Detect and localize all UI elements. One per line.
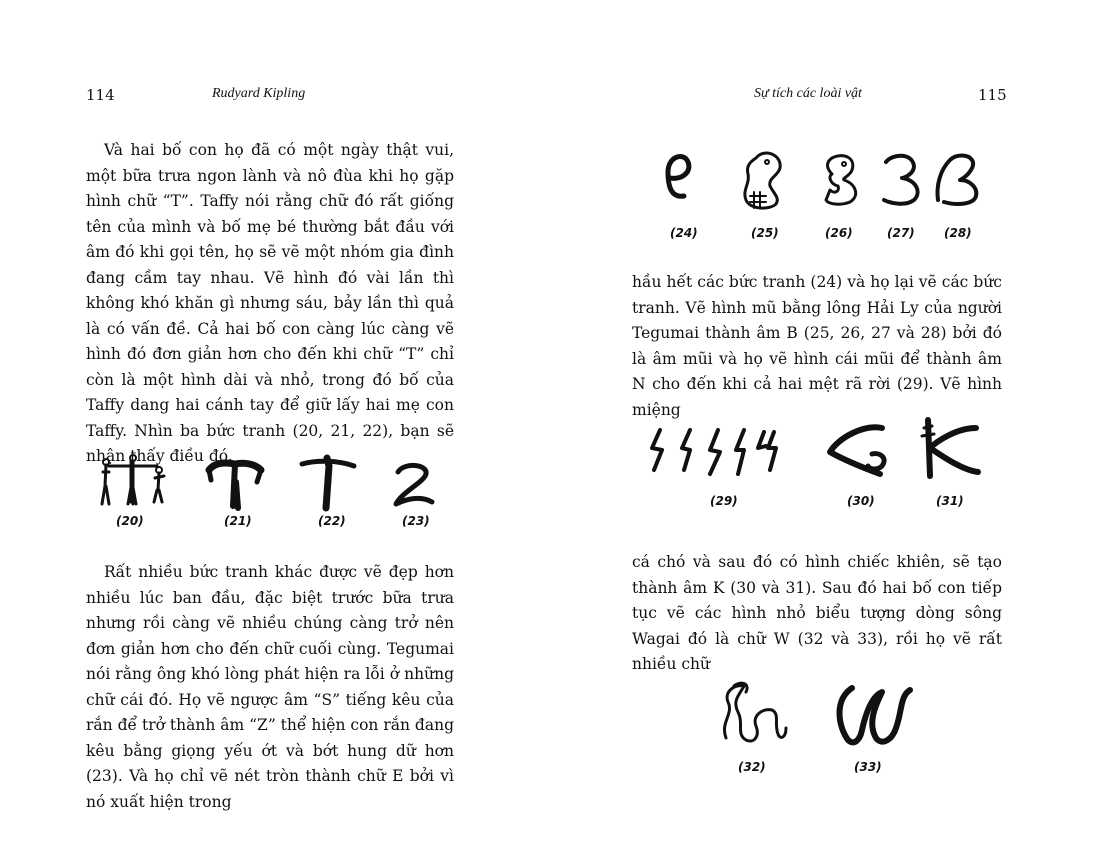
figure-20-family-drawing: [95, 452, 175, 512]
right-paragraph-1: hầu hết các bức tranh (24) và họ lại vẽ các bức tranh. Vẽ hình mũ bằng lông Hải Ly của người Tegumai thành âm B (25, 26, 27 và 28) bởi đó là âm mũi và họ vẽ hình cái mũi để thành âm N cho đến khi cả hai mệt rã rời (29). Vẽ hình miệng: [632, 273, 1002, 419]
figure-27-b-drawing: [878, 150, 928, 210]
caption-24: (24): [670, 226, 698, 240]
left-paragraph-2: Rất nhiều bức tranh khác được vẽ đẹp hơn nhiều lúc ban đầu, đặc biệt trước bữa trưa nhưng rồi càng vẽ nhiều chúng càng trở nên đơn giản hơn cho đến chữ cuối cùng. Tegumai nói rằng ông khó lòng phát hiện ra lỗi ở những chữ cái đó. Họ vẽ ngược âm “S” tiếng kêu của rắn để trở thành âm “Z” thể hiện con rắn đang kêu bằng giọng yếu ớt và bớt hung dữ hơn (23). Và họ chỉ vẽ nét tròn thành chữ E bởi vì nó xuất hiện trong: [86, 563, 454, 811]
caption-29: (29): [710, 494, 738, 508]
figure-31-shield-drawing: [916, 416, 986, 478]
caption-26: (26): [825, 226, 853, 240]
figure-32-river-drawing: [716, 678, 790, 748]
figure-24-e-drawing: [662, 150, 702, 205]
figure-33-w-drawing: [830, 682, 914, 748]
caption-25: (25): [751, 226, 779, 240]
caption-27: (27): [887, 226, 915, 240]
caption-32: (32): [738, 760, 766, 774]
figure-30-pike-mouth-drawing: [824, 420, 894, 480]
right-running-head: Sự tích các loài vật: [754, 86, 862, 101]
caption-31: (31): [936, 494, 964, 508]
right-page-number: 115: [978, 86, 1007, 104]
left-running-head: Rudyard Kipling: [212, 86, 306, 101]
figure-29-n-drawing: [646, 420, 816, 480]
caption-23: (23): [402, 514, 430, 528]
caption-20: (20): [116, 514, 144, 528]
figure-25-beaver-hat-drawing: [740, 148, 790, 213]
caption-33: (33): [854, 760, 882, 774]
right-paragraph-2: cá chó và sau đó có hình chiếc khiên, sẽ tạo thành âm K (30 và 31). Sau đó hai bố con tiếp tục vẽ các hình nhỏ biểu tượng dòng sông Wagai đó là chữ W (32 và 33), rồi họ vẽ rất nhiều chữ: [632, 553, 1002, 673]
left-paragraph-1: Và hai bố con họ đã có một ngày thật vui, một bữa trưa ngon lành và nô đùa khi họ gặp hình chữ “T”. Taffy nói rằng chữ đó rất giống tên của mình và bố mẹ bé thường bắt đầu với âm đó khi gọi tên, họ sẽ vẽ một nhóm gia đình đang cầm tay nhau. Vẽ hình đó vài lần thì không khó khăn gì nhưng sáu, bảy lần thì quả là có vấn đề. Cả hai bố con càng lúc càng vẽ hình đó đơn giản hơn cho đến khi chữ “T” chỉ còn là một hình dài và nhỏ, trong đó bố của Taffy dang hai cánh tay để giữ lấy hai mẹ con Taffy. Nhìn ba bức tranh (20, 21, 22), bạn sẽ nhận thấy điều đó.: [86, 141, 454, 465]
figure-23-z-drawing: [388, 456, 438, 512]
figure-21-t-drawing: [205, 452, 265, 512]
figure-26-b-drawing: [816, 150, 866, 210]
left-page-number: 114: [86, 86, 115, 104]
caption-22: (22): [318, 514, 346, 528]
caption-21: (21): [224, 514, 252, 528]
caption-28: (28): [944, 226, 972, 240]
figure-22-t-drawing: [298, 452, 358, 512]
right-page: [550, 0, 1100, 850]
figure-28-b-drawing: [934, 150, 984, 210]
caption-30: (30): [847, 494, 875, 508]
